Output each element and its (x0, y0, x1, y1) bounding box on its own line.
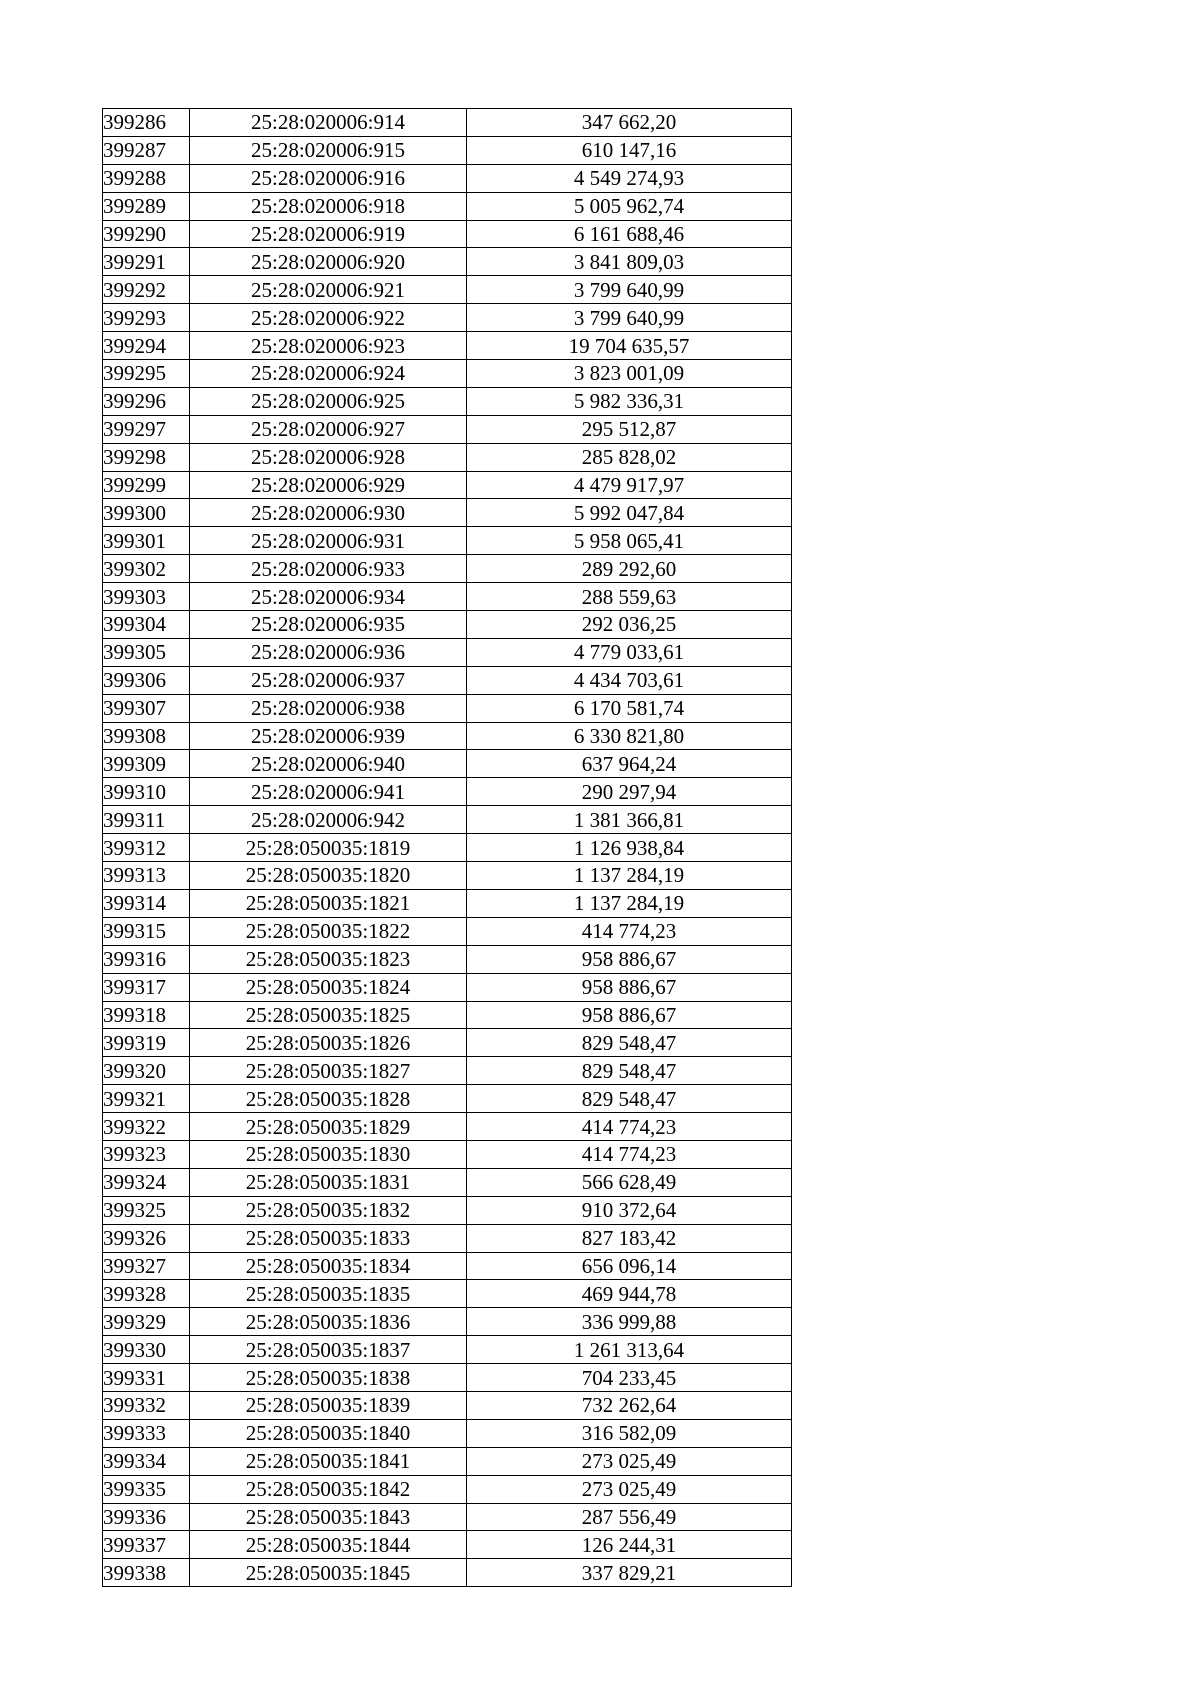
row-number-cell: 399311 (103, 806, 190, 834)
table-row (103, 1336, 792, 1364)
cadastral-value-cell: 273 025,49 (467, 1447, 792, 1475)
cadastral-number-cell: 25:28:050035:1825 (190, 1001, 467, 1029)
table-row (103, 1140, 792, 1168)
cadastral-number-cell: 25:28:050035:1822 (190, 917, 467, 945)
row-number-cell: 399328 (103, 1280, 190, 1308)
cadastral-value-cell: 3 799 640,99 (467, 304, 792, 332)
cadastral-number-cell: 25:28:050035:1834 (190, 1252, 467, 1280)
row-number-cell: 399324 (103, 1168, 190, 1196)
row-number-cell: 399302 (103, 555, 190, 583)
table-row (103, 1085, 792, 1113)
row-number-cell: 399332 (103, 1391, 190, 1419)
row-number-cell: 399291 (103, 248, 190, 276)
row-number-cell: 399305 (103, 638, 190, 666)
cadastral-number-cell: 25:28:050035:1836 (190, 1308, 467, 1336)
row-number-cell: 399296 (103, 387, 190, 415)
cadastral-value-cell: 289 292,60 (467, 555, 792, 583)
cadastral-value-cell: 1 261 313,64 (467, 1336, 792, 1364)
cadastral-number-cell: 25:28:050035:1820 (190, 862, 467, 890)
table-row (103, 1280, 792, 1308)
table-row (103, 136, 792, 164)
cadastral-value-cell: 829 548,47 (467, 1057, 792, 1085)
row-number-cell: 399309 (103, 750, 190, 778)
row-number-cell: 399287 (103, 136, 190, 164)
cadastral-number-cell: 25:28:020006:916 (190, 164, 467, 192)
table-row (103, 1419, 792, 1447)
table-row (103, 415, 792, 443)
row-number-cell: 399299 (103, 471, 190, 499)
table-row (103, 973, 792, 1001)
row-number-cell: 399288 (103, 164, 190, 192)
cadastral-value-cell: 292 036,25 (467, 611, 792, 639)
cadastral-number-cell: 25:28:050035:1839 (190, 1391, 467, 1419)
row-number-cell: 399298 (103, 443, 190, 471)
cadastral-value-cell: 290 297,94 (467, 778, 792, 806)
row-number-cell: 399335 (103, 1475, 190, 1503)
row-number-cell: 399321 (103, 1085, 190, 1113)
cadastral-value-cell: 4 479 917,97 (467, 471, 792, 499)
row-number-cell: 399308 (103, 722, 190, 750)
cadastral-number-cell: 25:28:050035:1830 (190, 1140, 467, 1168)
cadastral-value-cell: 287 556,49 (467, 1503, 792, 1531)
cadastral-value-cell: 5 005 962,74 (467, 192, 792, 220)
cadastral-number-cell: 25:28:020006:914 (190, 109, 467, 137)
cadastral-value-cell: 3 799 640,99 (467, 276, 792, 304)
row-number-cell: 399316 (103, 945, 190, 973)
table-row (103, 1503, 792, 1531)
table-row (103, 1001, 792, 1029)
cadastral-value-cell: 827 183,42 (467, 1224, 792, 1252)
cadastral-number-cell: 25:28:050035:1824 (190, 973, 467, 1001)
row-number-cell: 399315 (103, 917, 190, 945)
cadastral-number-cell: 25:28:050035:1829 (190, 1113, 467, 1141)
cadastral-number-cell: 25:28:020006:936 (190, 638, 467, 666)
row-number-cell: 399295 (103, 360, 190, 388)
table-row (103, 722, 792, 750)
table-row (103, 1559, 792, 1587)
row-number-cell: 399300 (103, 499, 190, 527)
cadastral-value-cell: 4 434 703,61 (467, 666, 792, 694)
cadastral-number-cell: 25:28:050035:1828 (190, 1085, 467, 1113)
cadastral-value-cell: 610 147,16 (467, 136, 792, 164)
cadastral-number-cell: 25:28:020006:938 (190, 694, 467, 722)
cadastral-number-cell: 25:28:020006:929 (190, 471, 467, 499)
cadastral-number-cell: 25:28:050035:1821 (190, 889, 467, 917)
row-number-cell: 399338 (103, 1559, 190, 1587)
cadastral-number-cell: 25:28:020006:935 (190, 611, 467, 639)
cadastral-value-cell: 656 096,14 (467, 1252, 792, 1280)
table-row (103, 834, 792, 862)
table-row (103, 945, 792, 973)
cadastral-value-cell: 6 330 821,80 (467, 722, 792, 750)
table-row (103, 443, 792, 471)
cadastral-value-cell: 566 628,49 (467, 1168, 792, 1196)
row-number-cell: 399326 (103, 1224, 190, 1252)
row-number-cell: 399320 (103, 1057, 190, 1085)
table-row (103, 750, 792, 778)
cadastral-number-cell: 25:28:020006:941 (190, 778, 467, 806)
cadastral-value-cell: 273 025,49 (467, 1475, 792, 1503)
cadastral-value-cell: 414 774,23 (467, 917, 792, 945)
cadastral-value-cell: 1 137 284,19 (467, 862, 792, 890)
row-number-cell: 399306 (103, 666, 190, 694)
cadastral-value-cell: 1 137 284,19 (467, 889, 792, 917)
cadastral-number-cell: 25:28:020006:922 (190, 304, 467, 332)
row-number-cell: 399289 (103, 192, 190, 220)
cadastral-number-cell: 25:28:050035:1823 (190, 945, 467, 973)
row-number-cell: 399294 (103, 332, 190, 360)
cadastral-value-cell: 3 823 001,09 (467, 360, 792, 388)
cadastral-value-cell: 704 233,45 (467, 1364, 792, 1392)
cadastral-number-cell: 25:28:050035:1832 (190, 1196, 467, 1224)
row-number-cell: 399327 (103, 1252, 190, 1280)
table-row (103, 1252, 792, 1280)
cadastral-number-cell: 25:28:050035:1827 (190, 1057, 467, 1085)
cadastral-number-cell: 25:28:020006:939 (190, 722, 467, 750)
row-number-cell: 399317 (103, 973, 190, 1001)
cadastral-number-cell: 25:28:050035:1843 (190, 1503, 467, 1531)
row-number-cell: 399286 (103, 109, 190, 137)
cadastral-number-cell: 25:28:050035:1841 (190, 1447, 467, 1475)
table-row (103, 1196, 792, 1224)
cadastral-value-cell: 958 886,67 (467, 945, 792, 973)
row-number-cell: 399322 (103, 1113, 190, 1141)
row-number-cell: 399334 (103, 1447, 190, 1475)
table-body (103, 109, 792, 1587)
cadastral-value-cell: 347 662,20 (467, 109, 792, 137)
cadastral-number-cell: 25:28:050035:1819 (190, 834, 467, 862)
table-row (103, 332, 792, 360)
row-number-cell: 399292 (103, 276, 190, 304)
cadastral-number-cell: 25:28:020006:920 (190, 248, 467, 276)
cadastral-value-cell: 3 841 809,03 (467, 248, 792, 276)
cadastral-number-cell: 25:28:020006:937 (190, 666, 467, 694)
table-row (103, 499, 792, 527)
table-row (103, 1364, 792, 1392)
cadastral-number-cell: 25:28:020006:925 (190, 387, 467, 415)
cadastral-value-cell: 288 559,63 (467, 583, 792, 611)
cadastral-number-cell: 25:28:020006:942 (190, 806, 467, 834)
cadastral-number-cell: 25:28:020006:940 (190, 750, 467, 778)
cadastral-number-cell: 25:28:050035:1840 (190, 1419, 467, 1447)
cadastral-value-cell: 414 774,23 (467, 1113, 792, 1141)
row-number-cell: 399313 (103, 862, 190, 890)
cadastral-value-cell: 126 244,31 (467, 1531, 792, 1559)
cadastral-value-cell: 732 262,64 (467, 1391, 792, 1419)
table-row (103, 1308, 792, 1336)
cadastral-value-cell: 19 704 635,57 (467, 332, 792, 360)
table-row (103, 555, 792, 583)
row-number-cell: 399293 (103, 304, 190, 332)
row-number-cell: 399336 (103, 1503, 190, 1531)
cadastral-value-cell: 336 999,88 (467, 1308, 792, 1336)
row-number-cell: 399337 (103, 1531, 190, 1559)
table-row (103, 1029, 792, 1057)
row-number-cell: 399333 (103, 1419, 190, 1447)
table-row (103, 666, 792, 694)
table-row (103, 917, 792, 945)
cadastral-number-cell: 25:28:050035:1844 (190, 1531, 467, 1559)
row-number-cell: 399325 (103, 1196, 190, 1224)
cadastral-value-cell: 829 548,47 (467, 1029, 792, 1057)
row-number-cell: 399329 (103, 1308, 190, 1336)
row-number-cell: 399301 (103, 527, 190, 555)
cadastral-number-cell: 25:28:020006:924 (190, 360, 467, 388)
row-number-cell: 399331 (103, 1364, 190, 1392)
cadastral-number-cell: 25:28:050035:1837 (190, 1336, 467, 1364)
table-row (103, 109, 792, 137)
cadastral-number-cell: 25:28:020006:921 (190, 276, 467, 304)
row-number-cell: 399310 (103, 778, 190, 806)
cadastral-value-cell: 5 982 336,31 (467, 387, 792, 415)
cadastral-number-cell: 25:28:050035:1831 (190, 1168, 467, 1196)
table-row (103, 1168, 792, 1196)
cadastral-number-cell: 25:28:050035:1842 (190, 1475, 467, 1503)
cadastral-value-cell: 316 582,09 (467, 1419, 792, 1447)
table-row (103, 527, 792, 555)
table-row (103, 164, 792, 192)
cadastral-number-cell: 25:28:050035:1833 (190, 1224, 467, 1252)
table-row (103, 387, 792, 415)
table-row (103, 611, 792, 639)
cadastral-value-cell: 829 548,47 (467, 1085, 792, 1113)
cadastral-value-cell: 6 170 581,74 (467, 694, 792, 722)
cadastral-number-cell: 25:28:020006:931 (190, 527, 467, 555)
cadastral-value-cell: 637 964,24 (467, 750, 792, 778)
table-row (103, 862, 792, 890)
table-row (103, 304, 792, 332)
row-number-cell: 399307 (103, 694, 190, 722)
cadastral-value-cell: 5 992 047,84 (467, 499, 792, 527)
row-number-cell: 399303 (103, 583, 190, 611)
row-number-cell: 399330 (103, 1336, 190, 1364)
cadastral-value-cell: 4 549 274,93 (467, 164, 792, 192)
row-number-cell: 399312 (103, 834, 190, 862)
table-row (103, 276, 792, 304)
table-row (103, 471, 792, 499)
cadastral-number-cell: 25:28:020006:928 (190, 443, 467, 471)
cadastral-number-cell: 25:28:020006:927 (190, 415, 467, 443)
cadastral-value-cell: 285 828,02 (467, 443, 792, 471)
cadastral-number-cell: 25:28:020006:930 (190, 499, 467, 527)
cadastral-number-cell: 25:28:020006:933 (190, 555, 467, 583)
cadastral-value-cell: 469 944,78 (467, 1280, 792, 1308)
cadastral-value-cell: 1 126 938,84 (467, 834, 792, 862)
row-number-cell: 399304 (103, 611, 190, 639)
table-row (103, 1057, 792, 1085)
cadastral-value-cell: 295 512,87 (467, 415, 792, 443)
cadastral-number-cell: 25:28:050035:1838 (190, 1364, 467, 1392)
cadastral-value-cell: 1 381 366,81 (467, 806, 792, 834)
table-row (103, 1113, 792, 1141)
cadastral-value-cell: 414 774,23 (467, 1140, 792, 1168)
cadastral-value-cell: 5 958 065,41 (467, 527, 792, 555)
table-row (103, 1391, 792, 1419)
cadastral-number-cell: 25:28:020006:918 (190, 192, 467, 220)
cadastral-number-cell: 25:28:020006:923 (190, 332, 467, 360)
row-number-cell: 399319 (103, 1029, 190, 1057)
table-row (103, 806, 792, 834)
table-row (103, 248, 792, 276)
row-number-cell: 399318 (103, 1001, 190, 1029)
cadastral-value-cell: 6 161 688,46 (467, 220, 792, 248)
cadastral-value-table (102, 108, 792, 1587)
row-number-cell: 399290 (103, 220, 190, 248)
cadastral-number-cell: 25:28:020006:915 (190, 136, 467, 164)
cadastral-number-cell: 25:28:050035:1835 (190, 1280, 467, 1308)
row-number-cell: 399297 (103, 415, 190, 443)
cadastral-number-cell: 25:28:020006:919 (190, 220, 467, 248)
table-row (103, 360, 792, 388)
table-row (103, 1224, 792, 1252)
table-row (103, 638, 792, 666)
table-row (103, 220, 792, 248)
cadastral-number-cell: 25:28:050035:1845 (190, 1559, 467, 1587)
table-row (103, 694, 792, 722)
cadastral-number-cell: 25:28:020006:934 (190, 583, 467, 611)
cadastral-value-cell: 958 886,67 (467, 973, 792, 1001)
row-number-cell: 399314 (103, 889, 190, 917)
cadastral-value-cell: 4 779 033,61 (467, 638, 792, 666)
cadastral-value-cell: 958 886,67 (467, 1001, 792, 1029)
table-row (103, 1447, 792, 1475)
table-row (103, 889, 792, 917)
table-row (103, 1475, 792, 1503)
cadastral-number-cell: 25:28:050035:1826 (190, 1029, 467, 1057)
cadastral-value-cell: 337 829,21 (467, 1559, 792, 1587)
table-row (103, 583, 792, 611)
table-row (103, 778, 792, 806)
table-row (103, 192, 792, 220)
row-number-cell: 399323 (103, 1140, 190, 1168)
table-row (103, 1531, 792, 1559)
cadastral-value-cell: 910 372,64 (467, 1196, 792, 1224)
